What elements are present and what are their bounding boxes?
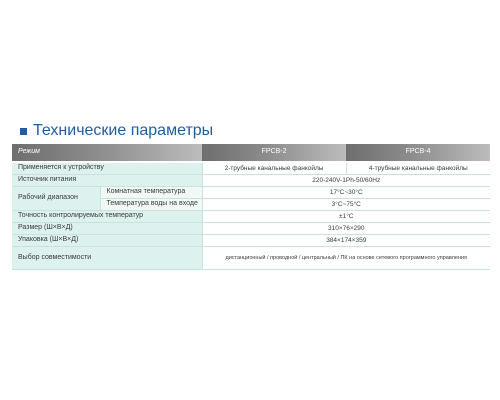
table-row <box>12 211 490 223</box>
row-label-working-range: Рабочий диапазон <box>12 187 100 211</box>
table-row <box>12 223 490 235</box>
row-value-water-temp: 3°C~75°C <box>202 199 490 211</box>
row-label-accuracy: Точность контролируемых температур <box>12 211 202 223</box>
spec-table <box>12 144 490 270</box>
row-sublabel-water-temp: Температура воды на входе <box>100 199 202 211</box>
row-value-application-4pipe: 4-трубные канальные фанкойлы <box>346 163 490 175</box>
row-value-accuracy: ±1°C <box>202 211 490 223</box>
row-value-power: 220-240V-1Ph-50/60Hz <box>202 175 490 187</box>
row-value-compatibility: дистанционный / проводной / центральный / ПК на основе сетевого программного управления <box>202 247 490 270</box>
header-mode-cell: Режим <box>12 144 202 161</box>
table-row <box>12 187 490 199</box>
row-value-size: 310×76×290 <box>202 223 490 235</box>
row-label-power: Источник питания <box>12 175 202 187</box>
table-row <box>12 247 490 270</box>
row-label-size: Размер (Ш×В×Д) <box>12 223 202 235</box>
row-label-application: Применяется к устройству <box>12 163 202 175</box>
row-value-room-temp: 17°C~30°C <box>202 187 490 199</box>
row-value-package: 384×174×359 <box>202 235 490 247</box>
row-value-application-2pipe: 2-трубные канальные фанкойлы <box>202 163 346 175</box>
header-model-fpcb-4: FPCB-4 <box>346 144 490 161</box>
section-title: Технические параметры <box>33 122 214 139</box>
header-model-fpcb-2: FPCB-2 <box>202 144 346 161</box>
row-label-compatibility: Выбор совместимости <box>12 247 202 270</box>
table-row <box>12 163 490 175</box>
square-bullet-icon <box>20 128 27 135</box>
table-row <box>12 175 490 187</box>
table-header-row <box>12 144 490 161</box>
section-heading <box>20 120 213 142</box>
table-row <box>12 235 490 247</box>
row-sublabel-room-temp: Комнатная температура <box>100 187 202 199</box>
row-label-package: Упаковка (Ш×В×Д) <box>12 235 202 247</box>
